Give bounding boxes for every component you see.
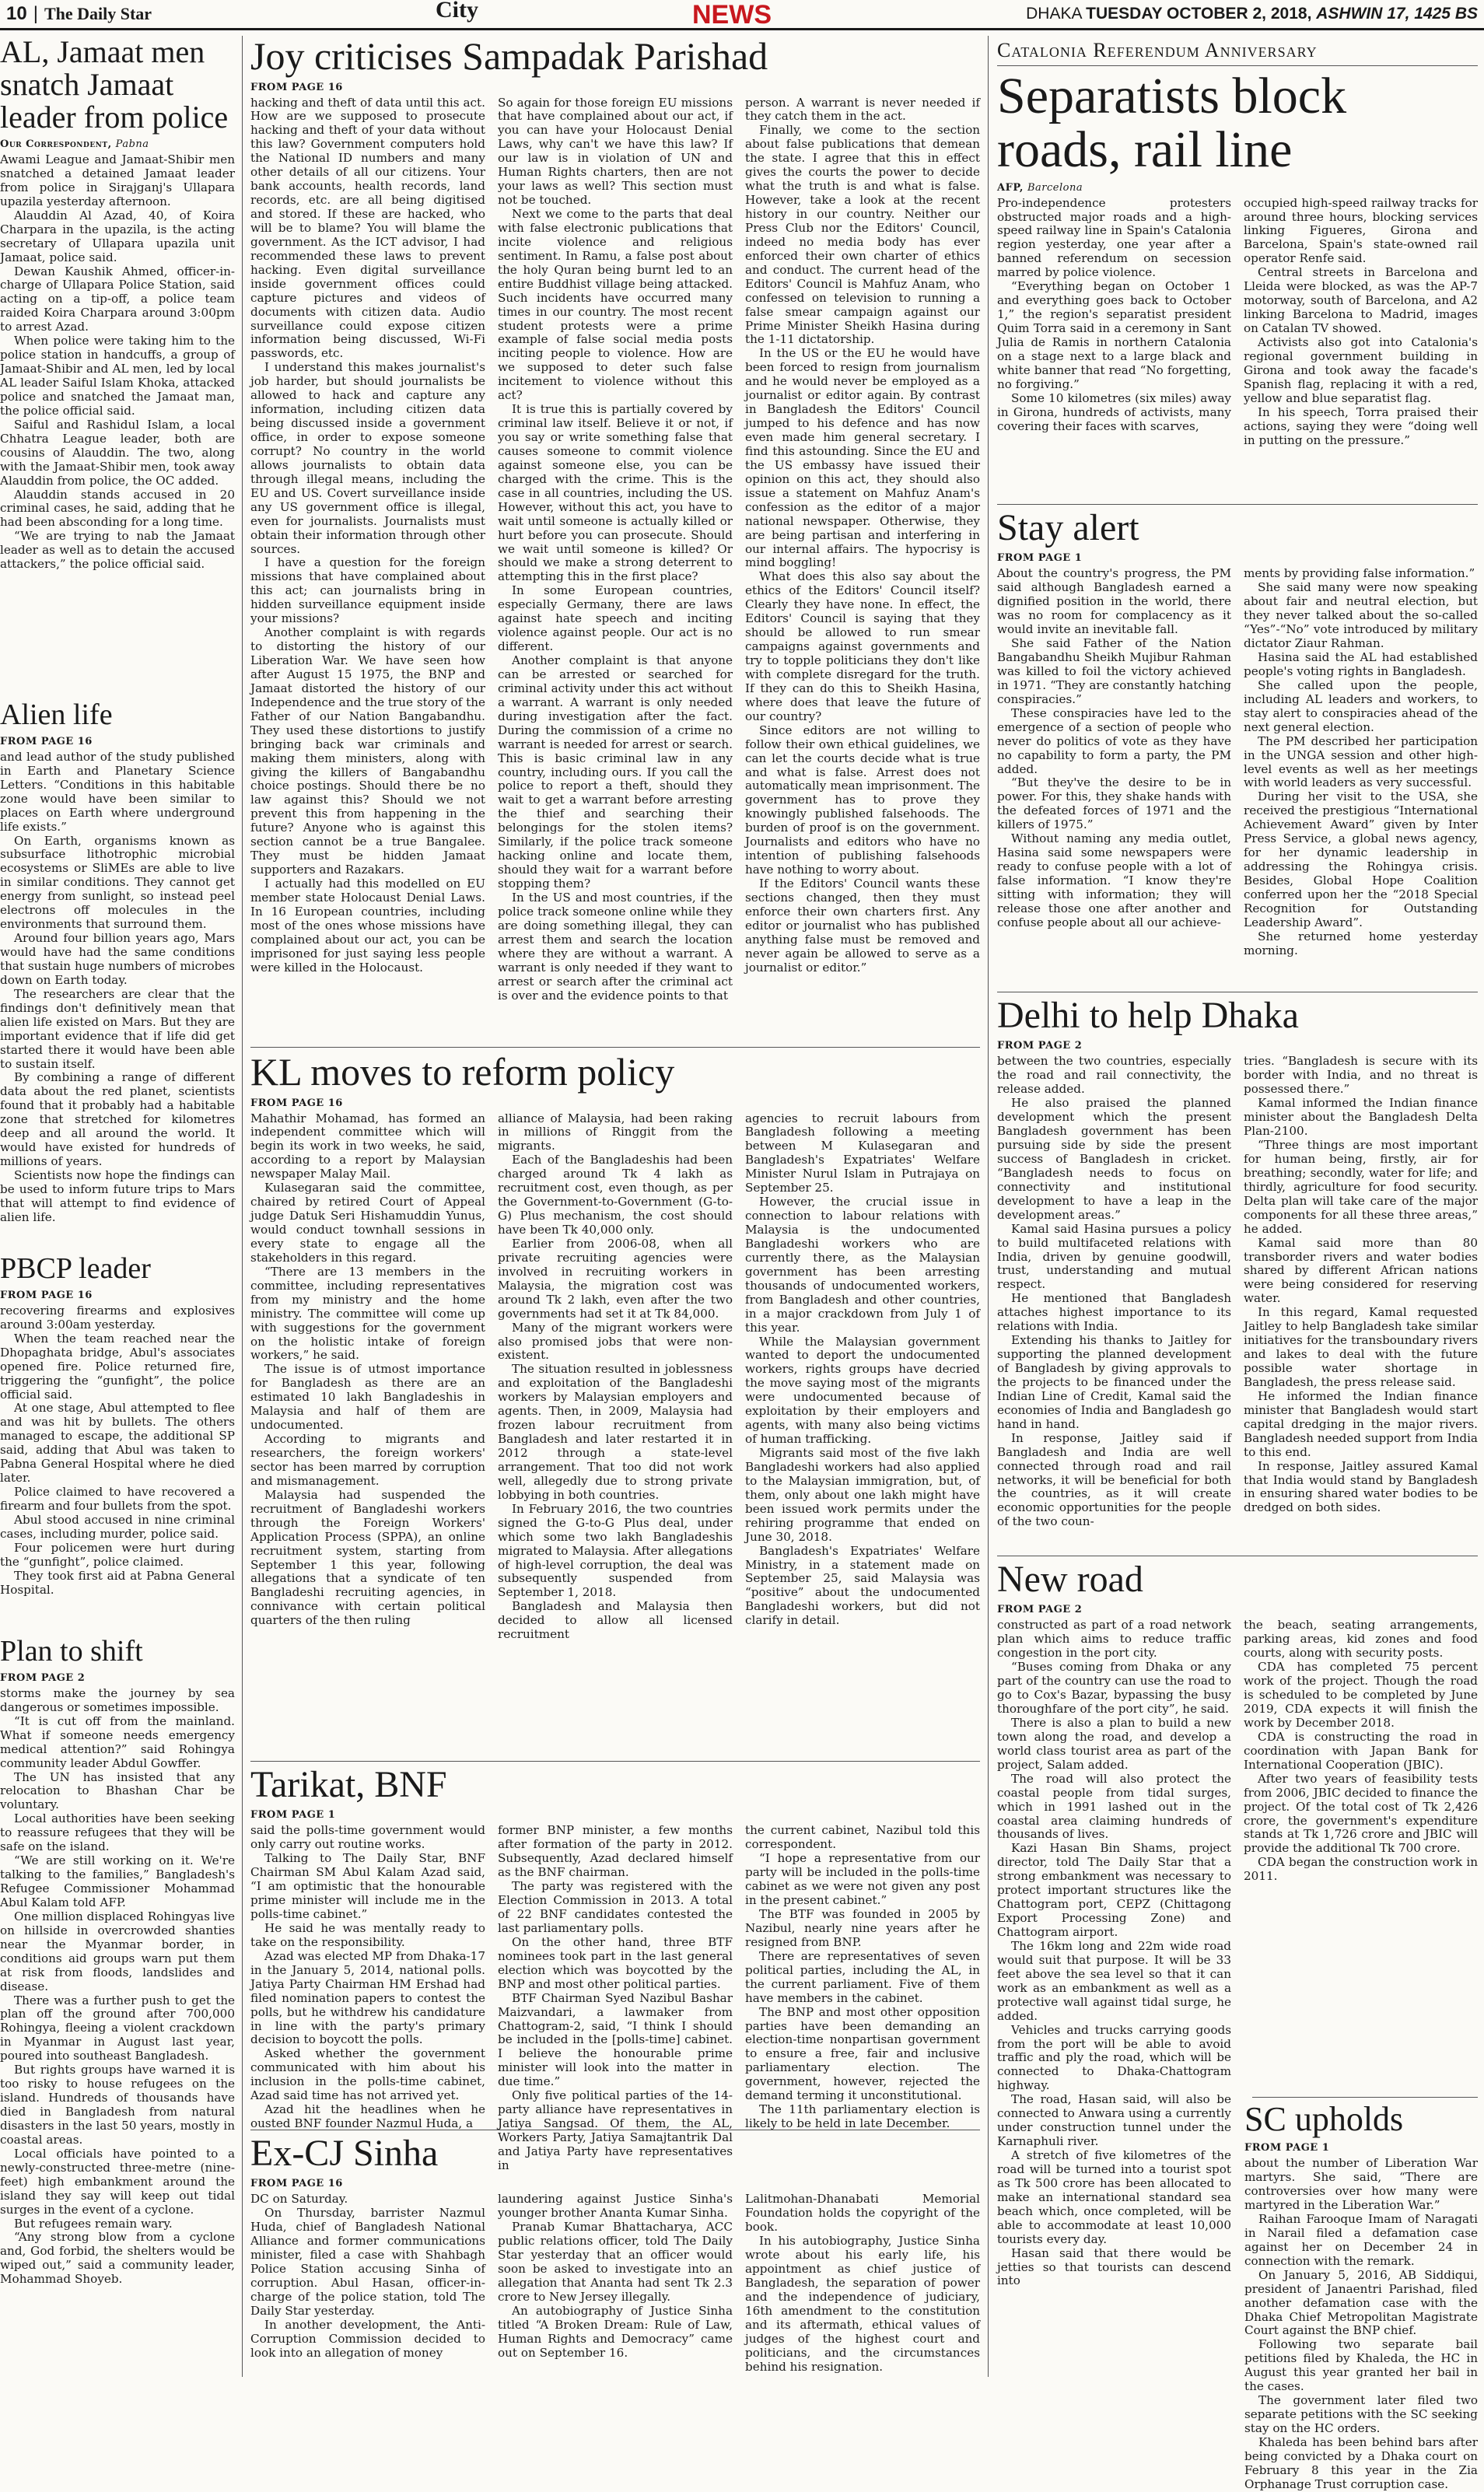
paragraph: Dewan Kaushik Ahmed, officer-in-charge of Ullapara Police Station, said acting on a tip-off, a police team raided Koira Charpara around 3:00pm to arrest Azad. [0, 264, 235, 334]
paragraph: The PM described her participation in the UNGA session and other high-level events as well as her meetings with world leaders as very successful. [1244, 733, 1478, 790]
headline: AL, Jamaat men snatch Jamaat leader from police [0, 34, 229, 135]
page-header [0, 0, 1484, 30]
byline-name: Our Correspondent, [0, 138, 112, 150]
paragraph: Lalitmohan-Dhanabati Memorial Foundation holds the copyright of the book. [745, 2192, 980, 2235]
paragraph: Following two separate bail petitions filed by Khaleda, the HC in August this year granted her bail in the cases. [1244, 2337, 1478, 2394]
paragraph: However, the crucial issue in connection to labour relations with Malaysia is the undocumented Bangladeshi workers who are currently there, as the Malaysian government has been arresting thousands of undocumented workers, from Bangladesh and other countries, in a major crackdown from July 1 of this year. [745, 1195, 980, 1335]
paragraph: There was a further push to get the plan off the ground after 700,000 Rohingya, fleeing a violent crackdown in Myanmar in August last year, poured into southeast Bangladesh. [0, 1993, 235, 2063]
paragraph: Alauddin stands accused in 20 criminal cases, he said, adding that he had been absconding for a long time. [0, 487, 235, 530]
paragraph: Asked whether the government communicated with him about his inclusion in the polls-time cabinet, Azad said time has not arrived yet. [250, 2046, 485, 2103]
paragraph: In response, Jaitley said if Bangladesh and India are well connected through road and rail networks, it will be beneficial for both the countries, as it will create economic opportunities for the people of the two coun- [997, 1430, 1231, 1529]
paragraph: An autobiography of Justice Sinha titled “A Broken Dream: Rule of Law, Human Rights and Democracy” came out on September 16. [498, 2303, 733, 2360]
paragraph: During her visit to the USA, she received the prestigious “International Achievement Award” given by Inter Press Service, a global news agency, for her dynamic leadership in addressing the Rohingya crisis. Besides, Global Hope Coalition conferred upon her the “2018 Special Recognition for Outstanding Leadership Award”. [1244, 789, 1478, 929]
story-ex-cj-sinha [250, 2134, 980, 2377]
paragraph: In the US or the EU he would have been forced to resign from journalism and he would never be employed as a journalist or editor again. By contrast in Bangladesh the Editors' Council jumped to his defence and has now even made him general secretary. I find this astounding. Since the EU and the US embassy have issued their opinion on this act, they should also issue a statement on Mahfuz Anam's confession as the editor of a major national newspaper. Otherwise, they are being partisan and interfering in our internal affairs. The hypocrisy is mind boggling! [745, 346, 980, 570]
paper-name: The Daily Star [44, 4, 152, 23]
paragraph: Kazi Hasan Bin Shams, project director, told The Daily Star that a strong embankment was necessary to protect important structures like the Chattogram port, CEPZ (Chittagong Export Processing Zone) and Chattogram airport. [997, 1841, 1231, 1940]
dateline-city: DHAKA [1026, 5, 1082, 23]
from-page: FROM PAGE 2 [997, 1604, 1083, 1616]
paragraph: In this regard, Kamal requested Jaitley to help Bangladesh take similar initiatives for the transboundary rivers and lakes to deal with the future possible water shortage in Bangladesh, the press release said. [1244, 1305, 1478, 1389]
paragraph: What does this also say about the ethics of the Editors' Council itself? Clearly they have none. In effect, the Editors' Council is saying that they should be allowed to run smear campaigns against governments and try to topple politicians they don't like with complete disregard for the truth. If they can do this to Sheikh Hasina, where does that leave the future of our country? [745, 569, 980, 723]
paragraph: “Everything began on October 1 and everything goes back to October 1,” the region's separatist president Quim Torra said in a ceremony in Sant Julia de Ramis in northern Catalonia on a stage next to a large black and white banner that read “No forgetting, no forgiving.” [997, 279, 1231, 391]
from-page: FROM PAGE 16 [250, 1097, 343, 1109]
paragraph: occupied high-speed railway tracks for around three hours, blocking services linking Figueres, Girona and Barcelona, Spain's state-owned rail operator Renfe said. [1244, 195, 1478, 266]
paragraph: Migrants said most of the five lakh Bangladeshi workers had also applied to the Malaysian immigration, but, of them, only about one lakh might have been issued work permits under the rehiring programme that ended on June 30, 2018. [745, 1446, 980, 1544]
headline: Joy criticises Sampadak Parishad [250, 34, 768, 78]
dateline [1026, 5, 1478, 23]
paragraph: Without naming any media outlet, Hasina said some newspapers were ready to confuse people with a lot of false information. “I know they're sitting with information; they will release those one after another and confuse people about all our achieve- [997, 831, 1231, 929]
story-joy-criticises [250, 36, 980, 1042]
byline [0, 138, 235, 150]
paragraph: In his autobiography, Justice Sinha wrote about his early life, his appointment as chief justice of Bangladesh, the separation of power and the independence of judiciary, 16th amendment to the constitution and its aftermath, ethical values of judges of the highest court and politicians, and the circumstances behind his resignation. [745, 2234, 980, 2374]
paragraph: Kamal informed the Indian finance minister about the Bangladesh Delta Plan-2100. [1244, 1096, 1478, 1139]
paragraph: Hasan said that there would be jetties so that tourists can descend into [997, 2245, 1231, 2288]
header-separator: | [33, 3, 38, 24]
headline: Stay alert [997, 507, 1139, 548]
story-plan-to-shift [0, 1636, 235, 2377]
paragraph: The government later filed two separate petitions with the SC seeking stay on the HC orders. [1244, 2393, 1478, 2435]
paragraph: The 16km long and 22m wide road would suit that purpose. It will be 33 feet above the sea level so that it can work as an embankment as well as a protective wall against tidal surge, he added. [997, 1938, 1231, 2023]
paragraph: “Three things are most important for human being, firstly, air for breathing; secondly, water for life; and thirdly, agriculture for food security. Delta plan will take care of the major components for all these three areas,” he added. [1244, 1138, 1478, 1236]
paragraph: tries. “Bangladesh is secure with its border with India, and no threat is possessed there.” [1244, 1054, 1478, 1097]
paragraph: ments by providing false information.” [1244, 566, 1475, 581]
paragraph: the beach, seating arrangements, parking areas, kid zones and food courts, along with security posts. [1244, 1618, 1478, 1661]
paragraph: Another complaint is with regards to distorting the history of our Liberation War. We have seen how after August 15 1975, the BNP and Jamaat distorted the history of our Independence and the true story of the Father of our Nation Bangabandhu. They used these distortions to justify bringing back war criminals and making them ministers, along with giving the killers of Bangabandhu choice postings. Should there be no law against this? Should we not prevent this from happening in the future? Anyone who is against this section cannot be a true Bangalee. They must be hidden Jamaat supporters and Razakars. [250, 625, 486, 877]
paragraph: The UN has insisted that any relocation to Bhashan Char be voluntary. [0, 1769, 235, 1812]
story-rule [250, 1761, 980, 1762]
paragraph: Alauddin Al Azad, 40, of Koira Charpara in the upazila, is the acting secretary of Ullapara upazila unit Jamaat, police said. [0, 208, 235, 264]
story-column [745, 1824, 980, 2172]
paragraph: But refugees remain wary. [14, 2216, 173, 2231]
story-column [997, 197, 1231, 448]
story-column [997, 567, 1231, 957]
from-page: FROM PAGE 2 [0, 1671, 86, 1684]
story-body [1244, 2157, 1478, 2492]
byline-place: Pabna [115, 138, 149, 150]
paragraph: the current cabinet, Nazibul told this correspondent. [745, 1823, 980, 1852]
kicker-rule [997, 65, 1478, 66]
story-stay-alert [997, 509, 1478, 988]
paragraph: They took first aid at Pabna General Hospital. [0, 1568, 235, 1597]
paragraph: “We are trying to nab the Jamaat leader as well as to detain the accused attackers,” the police official said. [0, 529, 235, 572]
paragraph: In response, Jaitley assured Kamal that India would stand by Bangladesh in ensuring shared water bodies to be dredged on both sides. [1244, 1458, 1478, 1515]
paragraph: At one stage, Abul attempted to flee and was hit by bullets. The others managed to escape, the additional SP said, adding that Abul was taken to Pabna General Hospital where he died later. [0, 1401, 235, 1486]
paragraph: The issue is of utmost importance for Bangladesh as there are an estimated 10 lakh Bangladeshis in Malaysia and half of them are undocumented. [250, 1362, 485, 1433]
from-page: FROM PAGE 1 [997, 552, 1083, 565]
headline: Ex-CJ Sinha [250, 2133, 439, 2174]
paragraph: storms make the journey by sea dangerous or sometimes impossible. [0, 1685, 235, 1714]
paragraph: Finally, we come to the section about false publications that demean the state. I agree that this in effect gives the courts the power to decide what the truth is and what is false. However, take a look at the recent history in our country. Neither our Press Club nor the Editors' Council, indeed no media body has ever enforced their own charter of ethics and conduct. The current head of the Editors' Council is Mahfuz Anam, who confessed on television to running a false smear campaign against our Prime Minister Sheikh Hasina during the 1-11 dictatorship. [745, 123, 980, 347]
story-column [498, 2193, 733, 2374]
paragraph: Extending his thanks to Jaitley for supporting the planned development of Bangladesh by giving approvals to the projects to be financed under the Indian Line of Credit, Kamal said the economies of India and Bangladesh go hand in hand. [997, 1333, 1231, 1431]
kicker: Catalonia Referendum Anniversary [997, 39, 1318, 61]
paragraph: Only five political parties of the 14-party alliance have representatives in Jatiya Sangsad. Of them, the AL, Workers Party, Jatiya Samajtantrik Dal and Jatiya Party have representatives in [498, 2088, 733, 2172]
story-column [498, 1112, 733, 1643]
story-sc-upholds [1244, 2100, 1478, 2491]
story-column [498, 1824, 733, 2172]
paragraph: Saiful and Rashidul Islam, a local Chhatra League leader, both are cousins of Alauddin. The two, along with the Jamaat-Shibir men, took away Alauddin from police, the OC added. [0, 417, 235, 488]
paragraph: CDA began the construction work in 2011. [1244, 1855, 1478, 1884]
story-column [250, 96, 485, 1003]
paragraph: Abul stood accused in nine criminal cases, including murder, police said. [0, 1512, 235, 1541]
news-label: NEWS [692, 0, 772, 30]
paragraph: Local authorities have been seeking to reassure refugees that they will be safe on the island. [0, 1811, 235, 1854]
paragraph: In the US and most countries, if the police track someone online while they are doing something illegal, they can arrest them and search the location where they are without a warrant. A warrant is only needed if they want to arrest or search after the criminal act is over and the evidence points to that [498, 890, 733, 1003]
from-page: FROM PAGE 1 [250, 1809, 336, 1822]
paragraph: Police claimed to have recovered a firearm and four bullets from the spot. [0, 1485, 235, 1514]
paragraph: He informed the Indian finance minister that Bangladesh would start capital dredging in the major rivers. Bangladesh needed support from India to this end. [1244, 1388, 1478, 1459]
paragraph: DC on Saturday. [250, 2192, 348, 2207]
story-column [1244, 1055, 1478, 1529]
paragraph: agencies to recruit labours from Bangladesh following a meeting between M Kulasegaran and Bangladesh's Expatriates' Welfare Minister Nurul Islam in Putrajaya on September 25. [745, 1111, 980, 1195]
paragraph: BTF Chairman Syed Nazibul Bashar Maizvandari, a lawmaker from Chattogram-2, said, “I think I should be included in the [polls-time] cabinet. I believe the honourable prime minister will look into the matter in due time.” [498, 1990, 733, 2089]
story-catalonia [997, 39, 1478, 499]
paragraph: I understand this makes journalist's job harder, but should journalists be allowed to hack and capture any information, including citizen data being discussed inside a government office, in order to expose someone corrupt? No country in the world allows journalists to obtain data through illegal means, including the EU and US. Covert surveillance inside any US government office is illegal, even for journalists. Journalists must obtain their information through other sources. [250, 360, 485, 556]
paragraph: constructed as part of a road network plan which aims to reduce traffic congestion in the port city. [997, 1618, 1231, 1661]
headline: Tarikat, BNF [250, 1764, 447, 1805]
paragraph: On the other hand, three BTF nominees took part in the last general election which was boycotted by the BNP and most other political parties. [498, 1934, 733, 1991]
paragraph: person. A warrant is never needed if they catch them in the act. [745, 95, 980, 124]
paragraph: I have a question for the foreign missions that have complained about this act; can journalists bring in hidden surveillance equipment inside your missions? [250, 555, 485, 626]
paragraph: Each of the Bangladeshis had been charged around Tk 4 lakh as recruitment cost, even though, as per the Government-to-Government (G-to-G) Plus mechanism, the cost should have been Tk 40,000 only. [498, 1153, 733, 1237]
from-page: FROM PAGE 16 [0, 735, 93, 747]
paragraph: When police were taking him to the police station in handcuffs, a group of Jamaat-Shibir and AL men, led by local AL leader Saiful Islam Khoka, attacked police and snatched the Jamaat man, the police official said. [0, 334, 235, 418]
headline: Plan to shift [0, 1635, 143, 1668]
headline: KL moves to reform policy [250, 1050, 675, 1094]
paragraph: The road, Hasan said, will also be connected to Anwara using a currently under construction tunnel under the Karnaphuli river. [997, 2092, 1231, 2149]
paragraph: While the Malaysian government wanted to deport the undocumented workers, rights groups have decried the move saying most of the migrants were undocumented because of exploitation by their employers and agents, with many also being victims of human trafficking. [745, 1334, 980, 1447]
page-number: 10 [6, 3, 27, 24]
paragraph: said the polls-time government would only carry out routine works. [250, 1823, 485, 1852]
paragraph: Pranab Kumar Bhattacharya, ACC public relations officer, told The Daily Star yesterday that an officer would soon be asked to investigate into an allegation that Ananta had sent Tk 2.3 crore to New Jersey illegally. [498, 2220, 733, 2304]
paragraph: Awami League and Jamaat-Shibir men snatched a detained Jamaat leader from police in Sirajganj's Ullapara upazila yesterday afternoon. [0, 152, 235, 208]
dateline-date: TUESDAY OCTOBER 2, 2018, [1086, 5, 1312, 23]
paragraph: So again for those foreign EU missions that have complained about our act, if you can have your Holocaust Denial Laws, why can't we have this law? If our law is in violation of UN and Human Rights charters, then are not your laws as well? This section must not be touched. [498, 95, 733, 208]
paragraph: The 11th parliamentary election is likely to be held in late December. [745, 2102, 980, 2131]
paragraph: Hasina said the AL had established people's voting rights in Bangladesh. [1244, 650, 1478, 678]
from-page: FROM PAGE 2 [997, 1040, 1083, 1052]
paragraph: In another development, the Anti-Corruption Commission decided to look into an allegation of money [250, 2317, 485, 2360]
paragraph: between the two countries, especially the road and rail connectivity, the release added. [997, 1054, 1231, 1097]
paragraph: If the Editors' Council wants these sections changed, then they must enforce their own charters first. Any editor or journalist who has published anything false must be removed and never again be allowed to serve as a journalist or editor.” [745, 877, 980, 975]
paragraph: Local officials have pointed to a newly-constructed three-metre (nine-feet) high embankment around the island they say will keep out tidal surges in the event of a cyclone. [0, 2146, 235, 2217]
paragraph: alliance of Malaysia, had been raking in millions of Ringgit from the migrants. [498, 1111, 733, 1153]
paragraph: It is true this is partially covered by criminal law itself. Believe it or not, if you say or write something false that causes someone to commit violence against someone else, you can be charged with the crime. This is the case in all countries, including the US. However, without this act, you have to wait until someone is actually killed or hurt before you can prosecute. Should we wait until someone is killed? Or should we make a strong deterrent to attempting this in the first place? [498, 402, 733, 584]
paragraph: When the team reached near the Dhopaghata bridge, Abul's associates opened fire. Police returned fire, triggering the “gunfight”, the police official said. [0, 1331, 235, 1402]
paragraph: Vehicles and trucks carrying goods from the port will be able to avoid traffic and ply the road, which will be connected to Dhaka-Chattogram highway. [997, 2022, 1231, 2093]
paragraph: Kulasegaran said the committee, chaired by retired Court of Appeal judge Datuk Seri Hishamuddin Yunus, would conduct townhall sessions in every state to engage all the stakeholders in this regard. [250, 1181, 485, 1265]
paragraph: The road will also protect the coastal people from tidal surges, which in 1991 lashed out in the coastal area claiming hundreds of thousands of lives. [997, 1771, 1231, 1842]
story-column [745, 2193, 980, 2374]
story-column [250, 1824, 485, 2172]
story-rule [997, 504, 1478, 505]
story-column [250, 1112, 485, 1643]
paragraph: She returned home yesterday morning. [1244, 929, 1478, 957]
story-body [0, 1687, 235, 2287]
story-body [0, 1304, 235, 1598]
from-page: FROM PAGE 16 [0, 1289, 93, 1301]
paragraph: Scientists now hope the findings can be used to inform future trips to Mars that will attempt to find evidence of alien life. [0, 1168, 235, 1224]
story-column [745, 96, 980, 1003]
paragraph: The BTF was founded in 2005 by Nazibul, nearly nine years after he resigned from BNP. [745, 1907, 980, 1949]
story-column [1244, 567, 1478, 957]
paragraph: “Any strong blow from a cyclone and, God forbid, the shelters would be wiped out,” said a community leader, Mohammad Shoyeb. [0, 2230, 235, 2287]
paragraph: and lead author of the study published in Earth and Planetary Science Letters. “Conditions in this habitable zone would have been similar to places on Earth where underground life exists.” [0, 749, 235, 834]
paragraph: “We are still working on it. We're talking to the families,” Bangladesh's Refugee Commissioner Mohammad Abul Kalam told AFP. [0, 1853, 235, 1909]
paragraph: He also praised the planned development which the present Bangladesh government has been pursuing side by side the present success of Bangladesh in cricket. “Bangladesh needs to focus on connectivity and institutional development to have a leap in the development areas.” [997, 1096, 1231, 1222]
headline: SC upholds [1244, 2100, 1404, 2138]
headline: PBCP leader [0, 1252, 151, 1285]
story-column [997, 1055, 1231, 1529]
paragraph: Malaysia had suspended the recruitment of Bangladeshi workers through the Foreign Workers' Application Process (SPPA), an online recruitment system, starting from September 1 this year, following allegations that a syndicate of ten Bangladeshi recruiting agencies, in connivance with certain political quarters of the then ruling [250, 1487, 485, 1628]
paragraph: “Buses coming from Dhaka or any part of the country can use the road to go to Cox's Bazar, bypassing the busy thoroughfare of the port city”, he said. [997, 1660, 1231, 1717]
headline: Delhi to help Dhaka [997, 995, 1299, 1036]
paragraph: The situation resulted in joblessness and exploitation of the Bangladeshi workers by Malaysian employers and agents. Then, in 2009, Malaysia had frozen labour recruitment from Bangladesh and later restarted it in 2012 through a state-level arrangement. That too did not work well, allegedly due to strong private lobbying in both countries. [498, 1362, 733, 1502]
story-column [250, 2193, 485, 2374]
from-page: FROM PAGE 16 [250, 81, 343, 93]
paragraph: Four policemen were hurt during the “gunfight”, police claimed. [0, 1540, 235, 1569]
story-body [0, 153, 235, 572]
paragraph: Another complaint is that anyone can be arrested or searched for criminal activity under this act without a warrant. A warrant is only needed during investigation after the fact. During the commission of a crime no warrant is needed for arrest or search. This is basic criminal law in any country, including ours. If you call the police to report a theft, should they wait to get a warrant before arresting the thief and searching their belongings for the stolen items? Similarly, if the police track someone hacking online and locate them, should they wait for a warrant before stopping them? [498, 653, 733, 891]
paragraph: hacking and theft of data until this act. How are we supposed to prosecute hacking and theft of your data without this law? Government computers hold the National ID numbers and many other details of all our citizens. Your bank accounts, health records, land records, etc. are all being digitised and stored. If these are hacked, who will be to blame? You will blame the government. As the ICT advisor, I had recommended these laws to prevent hacking. Even digital surveillance inside government offices could capture pictures and videos of documents with citizen data. Audio surveillance could expose citizen information being discussed, Wi-Fi passwords, etc. [250, 95, 485, 361]
paragraph: “There are 13 members in the committee, including representatives from my ministry and the home ministry. The committee will come up with suggestions for the government on the holistic intake of foreign workers,” he said. [250, 1264, 485, 1363]
paragraph: “It is cut off from the mainland. What if someone needs emergency medical attention?” said Rohingya community leader Abdul Gowffer. [0, 1713, 235, 1770]
paragraph: CDA is constructing the road in coordination with Japan Bank for International Cooperation (JBIC). [1244, 1729, 1478, 1772]
headline: New road [997, 1559, 1143, 1600]
paragraph: Mahathir Mohamad, has formed an independent committee which will begin its work in two weeks, he said, according to a report by Malaysian newspaper Malay Mail. [250, 1111, 485, 1181]
paragraph: She said many were now speaking about fair and neutral election, but they never talked about the so-called “Yes”-“No” vote introduced by military dictator Ziaur Rahman. [1244, 580, 1478, 651]
paragraph: Around four billion years ago, Mars would have had the same conditions that sustain huge numbers of microbes down on Earth today. [0, 931, 235, 987]
byline [997, 182, 1478, 194]
paragraph: Earlier from 2006-08, when all private recruiting agencies were involved in recruiting workers in Malaysia, the migration cost was around Tk 2 lakh, even after the two governments had set it at Tk 84,000. [498, 1236, 733, 1321]
paragraph: “But they've the desire to be in power. For this, they shake hands with the defeated forces of 1971 and the killers of 1975.” [997, 775, 1231, 832]
paragraph: recovering firearms and explosives around 3:00am yesterday. [0, 1303, 235, 1332]
paragraph: There are representatives of seven political parties, including the AL, in the current parliament. Five of them have members in the cabinet. [745, 1948, 980, 2005]
paragraph: former BNP minister, a few months after formation of the party in 2012. Subsequently, Azad declared himself as the BNF chairman. [498, 1823, 733, 1880]
paragraph: Kamal said more than 80 transborder rivers and water bodies shared by different African nations were being considered for reserving water. [1244, 1235, 1478, 1306]
from-page: FROM PAGE 16 [250, 2178, 343, 2190]
paragraph: Next we come to the parts that deal with false electronic publications that incite violence and religious sentiment. In Ramu, a false post about the holy Quran being burnt led to an entire Buddhist village being attacked. Such incidents have occurred many times in our country. The most recent student protests were a prime example of false social media posts inciting people to violence. How are we supposed to deter such false incitement to violence without this act? [498, 207, 733, 403]
paragraph: I actually had this modelled on EU member state Holocaust Denial Laws. In 16 European countries, including most of the ones whose missions have complained about our act, you can be imprisoned for just saying less people were killed in the Holocaust. [250, 877, 485, 975]
paragraph: According to migrants and researchers, the foreign workers' sector has been marred by corruption and mismanagement. [250, 1432, 485, 1488]
paragraph: The BNP and most other opposition parties have been demanding an election-time nonpartisan government to ensure a free, fair and inclusive parliamentary election. The government, however, rejected the demand terming it unconstitutional. [745, 2004, 980, 2103]
paragraph: Azad was elected MP from Dhaka-17 in the January 5, 2014, national polls. Jatiya Party Chairman HM Ershad had filed nomination papers to contest the polls, but he withdrew his candidature in line with the party's primary decision to boycott the polls. [250, 1948, 485, 2047]
story-alien-life [0, 700, 235, 1252]
paragraph: By combining a range of different data about the red planet, scientists found that it probably had a habitable zone that stretched for kilometres deep and all around the world. It would have existed for hundreds of millions of years. [0, 1070, 235, 1169]
paragraph: The researchers are clear that the findings don't definitively mean that alien life existed on Mars. But they are important evidence that if life did get started there it would have been able to sustain itself. [0, 986, 235, 1071]
paragraph: CDA has completed 75 percent work of the project. Though the road is scheduled to be completed by June 2019, CDA expects it will finish the work by December 2018. [1244, 1660, 1478, 1730]
paragraph: On January 5, 2016, AB Siddiqui, president of Janaentri Parishad, filed another defamation case with the Dhaka Chief Metropolitan Magistrate Court against the BNP chief. [1244, 2267, 1478, 2338]
byline-place: Barcelona [1027, 181, 1083, 194]
paragraph: Azad hit the headlines when he ousted BNF founder Nazmul Huda, a [250, 2102, 485, 2131]
headline: Separatists block roads, rail line [997, 68, 1347, 179]
paragraph: One million displaced Rohingyas live on hillside in overcrowded shanties near the Myanmar border, in conditions aid groups warn put them at risk from floods, landslides and disease. [0, 1909, 235, 1993]
paragraph: The party was registered with the Election Commission in 2013. A total of 22 BNF candidates contested the last parliamentary polls. [498, 1879, 733, 1935]
paragraph: Since editors are not willing to follow their own ethical guidelines, we can let the courts decide what is true and what is false. Arrest does not automatically mean imprisonment. The government has to prove they knowingly published falsehoods. The burden of proof is on the government. Journalists and editors who have no intention of publishing falsehoods have nothing to worry about. [745, 723, 980, 877]
paragraph: In his speech, Torra praised their actions, saying they were “doing well in putting on the pressure.” [1244, 404, 1478, 447]
paragraph: In some European countries, especially Germany, there are laws against hate speech and inciting violence against people. Our act is no different. [498, 583, 733, 654]
paragraph: Many of the migrant workers were also promised jobs that were non-existent. [498, 1320, 733, 1363]
paragraph: On Earth, organisms known as subsurface lithotrophic microbial ecosystems or SliMEs are able to live in similar conditions. They cannot get energy from sunlight, so instead peel electrons off molecules in the environments that surround them. [0, 833, 235, 932]
paragraph: Some 10 kilometres (six miles) away in Girona, hundreds of activists, many covering their faces with scarves, [997, 390, 1231, 433]
paragraph: He mentioned that Bangladesh attaches highest importance to its relations with India. [997, 1291, 1231, 1334]
story-column [745, 1112, 980, 1643]
story-pbcp-leader [0, 1254, 235, 1635]
column-rule [242, 36, 243, 2377]
paragraph: In February 2016, the two countries signed the G-to-G Plus deal, under which some two lakh Bangladeshis migrated to Malaysia. After allegations of high-level corruption, the deal was subsequently suspended from September 1, 2018. [498, 1501, 733, 1600]
paragraph: Central streets in Barcelona and Lleida were blocked, as was the AP-7 motorway, south of Barcelona, and A2 linking Barcelona to Madrid, images on Catalan TV showed. [1244, 265, 1478, 336]
paragraph: On Thursday, barrister Nazmul Huda, chief of Bangladesh National Alliance and former communications minister, filed a case with Shahbagh Police Station accusing Sinha of corruption. Abul Hasan, officer-in-charge of the police station, told The Daily Star yesterday. [250, 2206, 485, 2318]
paragraph: Activists also got into Catalonia's regional government building in Girona and took away the facade's Spanish flag, replacing it with a red, yellow and blue separatist flag. [1244, 334, 1478, 405]
headline: Alien life [0, 698, 113, 731]
byline-name: AFP, [997, 181, 1024, 194]
paragraph: “I hope a representative from our party will be included in the polls-time cabinet as we were not given any post in the present cabinet.” [745, 1851, 980, 1908]
paragraph: Bangladesh and Malaysia then decided to allow all licensed recruitment [498, 1599, 733, 1642]
paragraph: Khaleda has been behind bars after being convicted by a Dhaka court on February 8 this year in the Zia Orphanage Trust corruption case. [1244, 2434, 1478, 2491]
story-body [0, 751, 235, 1225]
paragraph: She called upon the people, including AL leaders and workers, to stay alert to conspiracies ahead of the next general election. [1244, 677, 1478, 734]
paragraph: A stretch of five kilometres of the road will be turned into a tourist spot as Tk 500 crore has been allocated to make an international standard sea beach which, once completed, will be able to accommodate at least 10,000 tourists every day. [997, 2148, 1231, 2246]
paragraph: Kamal said Hasina pursues a policy to build multifaceted relations with India, driven by genuine goodwill, trust, understanding and mutual respect. [997, 1221, 1231, 1292]
story-column [1244, 197, 1478, 448]
paragraph: Bangladesh's Expatriates' Welfare Ministry, in a statement made on September 25, said Malaysia was “positive” about the undocumented Bangladeshi workers, but did not clarify in detail. [745, 1543, 980, 1628]
story-jamaat [0, 36, 235, 700]
paragraph: She said Father of the Nation Bangabandhu Sheikh Mujibur Rahman was killed to foil the victory achieved in 1971. “They are constantly hatching conspiracies.” [997, 636, 1231, 706]
paragraph: About the country's progress, the PM said although Bangladesh earned a dignified position in the world, there was no room for complacency as it would invite an inevitable fall. [997, 566, 1231, 637]
paragraph: Pro-independence protesters obstructed major roads and a high-speed railway line in Spain's Catalonia region yesterday, one year after a banned referendum on secession marred by police violence. [997, 195, 1231, 280]
paragraph: After two years of feasibility tests from 2006, JBIC decided to finance the project. Of the total cost of Tk 2,426 crore, the government's expenditure stands at Tk 1,726 crore and JBIC will provide the additional Tk 700 crore. [1244, 1771, 1478, 1856]
paragraph: about the number of Liberation War martyrs. She said, “There are controversies over how many were martyred in the Liberation War.” [1244, 2156, 1478, 2212]
story-column [997, 1619, 1231, 2288]
dateline-bangla: ASHWIN 17, 1425 BS [1316, 5, 1478, 23]
paragraph: He said he was mentally ready to take on the responsibility. [250, 1920, 485, 1949]
from-page: FROM PAGE 1 [1244, 2142, 1330, 2154]
story-kl-reform [250, 1052, 980, 1756]
column-rule [988, 36, 989, 2377]
story-column [498, 96, 733, 1003]
paragraph: Talking to The Daily Star, BNF Chairman SM Abul Kalam Azad said, “I am optimistic that the honourable prime minister will include me in the polls-time cabinet.” [250, 1851, 485, 1922]
story-delhi-help-dhaka [997, 996, 1478, 1552]
paragraph: There is also a plan to build a new town along the road, and develop a world class tourist area as part of the project, Salam added. [997, 1715, 1231, 1772]
paragraph: laundering against Justice Sinha's younger brother Ananta Kumar Sinha. [498, 2192, 733, 2221]
paragraph: Raihan Farooque Imam of Naragati in Narail filed a defamation case against her on December 24 in connection with the remark. [1244, 2211, 1478, 2268]
story-rule [250, 1047, 980, 1048]
section-name: City [436, 0, 478, 23]
paragraph: But rights groups have warned it is too risky to house refugees on the island. Hundreds of thousands have died in Bangladesh from natural disasters in the last 50 years, mostly in coastal areas. [0, 2063, 235, 2147]
paragraph: These conspiracies have led to the emergence of a section of people who never do politics of vote as they have no capability to form a party, the PM added. [997, 705, 1231, 776]
